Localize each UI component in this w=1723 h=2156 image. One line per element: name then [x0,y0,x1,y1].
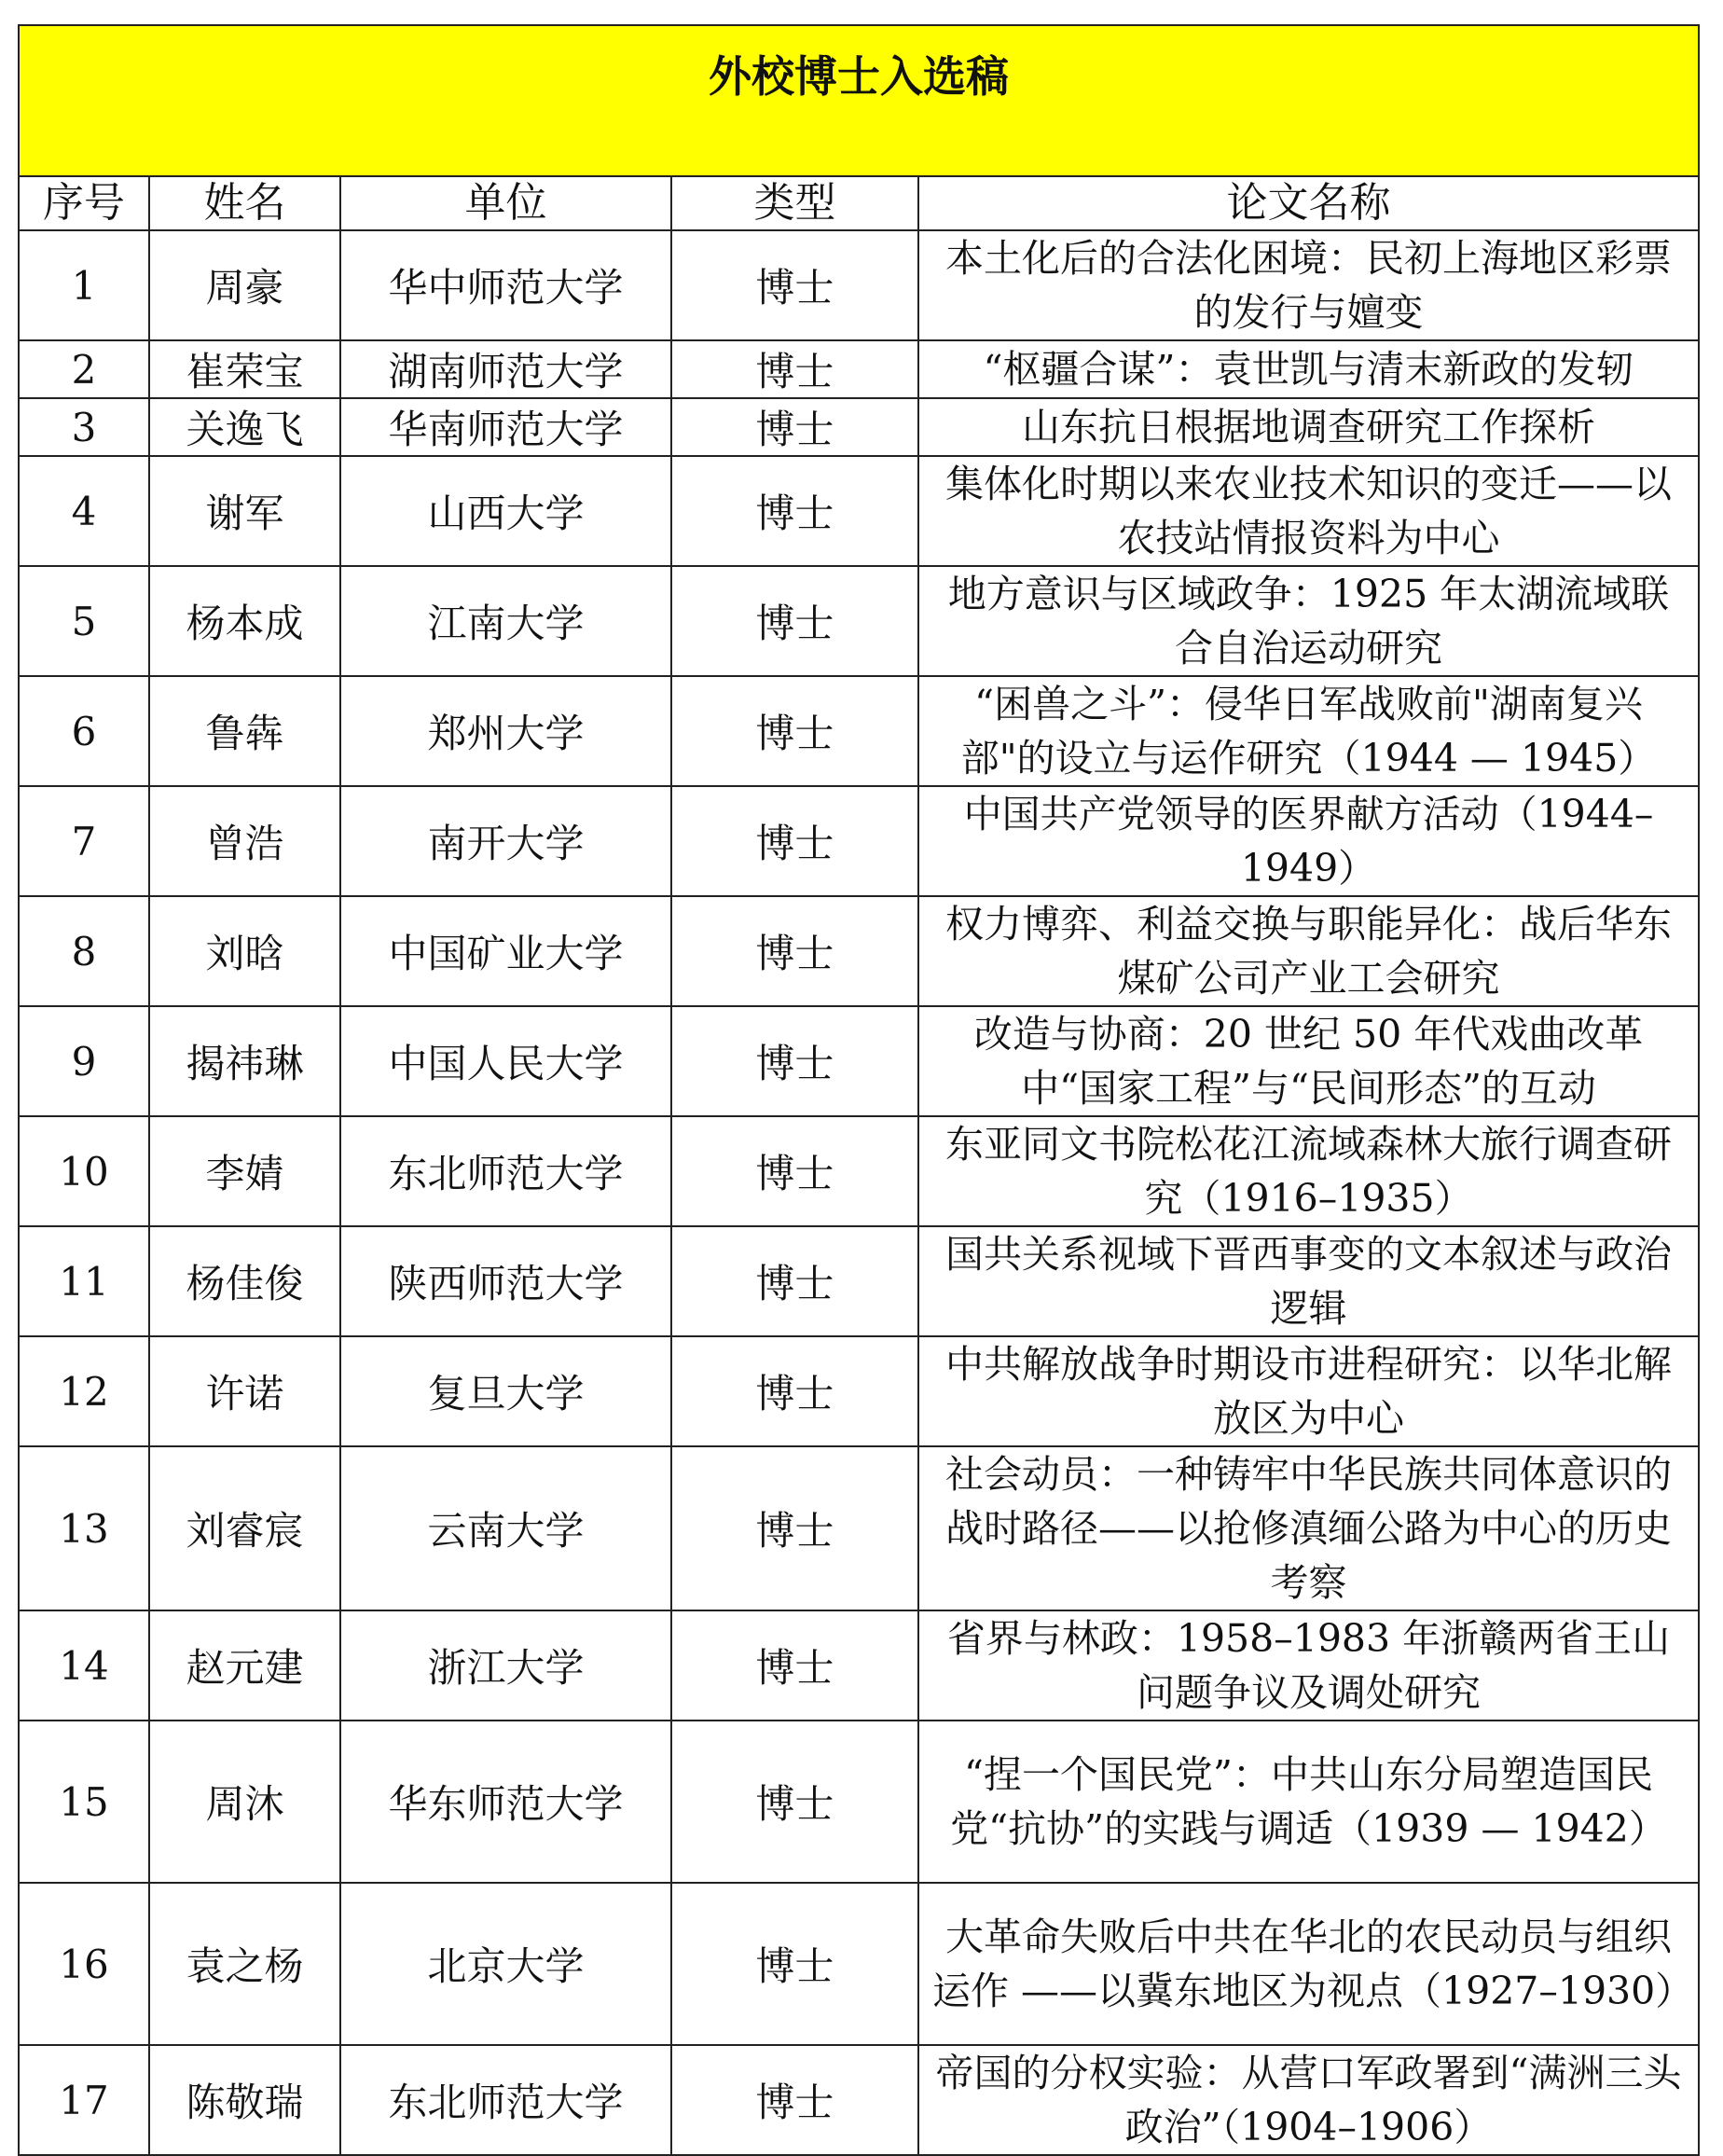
row-paper-title: “捏一个国民党”：中共山东分局塑造国民党“抗协”的实践与调适（1939 — 1942） [918,1721,1699,1883]
row-unit: 陕西师范大学 [340,1226,671,1336]
row-unit: 复旦大学 [340,1336,671,1446]
row-type: 博士 [671,566,918,676]
row-name: 揭祎琳 [149,1006,340,1116]
document-sheet [18,24,1698,2156]
row-number: 8 [19,896,149,1006]
row-unit: 江南大学 [340,566,671,676]
row-number: 4 [19,456,149,566]
table-row [19,1116,1699,1226]
row-paper-title: 社会动员：一种铸牢中华民族共同体意识的战时路径——以抢修滇缅公路为中心的历史考察 [918,1446,1699,1610]
row-type: 博士 [671,1883,918,2045]
row-unit: 东北师范大学 [340,2045,671,2155]
row-paper-title: 地方意识与区域政争：1925 年太湖流域联合自治运动研究 [918,566,1699,676]
row-unit: 浙江大学 [340,1610,671,1721]
row-name: 杨本成 [149,566,340,676]
row-unit: 云南大学 [340,1446,671,1610]
row-unit: 华东师范大学 [340,1721,671,1883]
table-row [19,1721,1699,1883]
row-paper-title: 山东抗日根据地调查研究工作探析 [918,398,1699,456]
row-number: 6 [19,676,149,786]
row-unit: 郑州大学 [340,676,671,786]
row-unit: 北京大学 [340,1883,671,2045]
row-name: 曾浩 [149,786,340,896]
row-type: 博士 [671,1336,918,1446]
table-row [19,398,1699,456]
row-unit: 中国人民大学 [340,1006,671,1116]
table-row [19,230,1699,340]
row-type: 博士 [671,1226,918,1336]
row-unit: 华南师范大学 [340,398,671,456]
row-number: 9 [19,1006,149,1116]
header-unit: 单位 [340,176,671,230]
row-type: 博士 [671,786,918,896]
table-row [19,786,1699,896]
table-row [19,896,1699,1006]
row-paper-title: 东亚同文书院松花江流域森林大旅行调查研究（1916–1935） [918,1116,1699,1226]
row-type: 博士 [671,676,918,786]
row-type: 博士 [671,1721,918,1883]
row-paper-title: 中国共产党领导的医界献方活动（1944–1949） [918,786,1699,896]
row-type: 博士 [671,230,918,340]
table-row [19,1006,1699,1116]
row-unit: 中国矿业大学 [340,896,671,1006]
row-number: 11 [19,1226,149,1336]
row-type: 博士 [671,1006,918,1116]
row-paper-title: 权力博弈、利益交换与职能异化：战后华东煤矿公司产业工会研究 [918,896,1699,1006]
row-type: 博士 [671,896,918,1006]
row-name: 杨佳俊 [149,1226,340,1336]
row-name: 刘睿宸 [149,1446,340,1610]
row-name: 周豪 [149,230,340,340]
row-name: 关逸飞 [149,398,340,456]
row-paper-title: 国共关系视域下晋西事变的文本叙述与政治逻辑 [918,1226,1699,1336]
row-type: 博士 [671,2045,918,2155]
row-type: 博士 [671,456,918,566]
row-unit: 东北师范大学 [340,1116,671,1226]
table-row [19,566,1699,676]
row-type: 博士 [671,1610,918,1721]
row-number: 13 [19,1446,149,1610]
row-number: 12 [19,1336,149,1446]
row-name: 陈敬瑞 [149,2045,340,2155]
row-name: 崔荣宝 [149,340,340,398]
row-type: 博士 [671,340,918,398]
table-row [19,340,1699,398]
row-unit: 山西大学 [340,456,671,566]
row-paper-title: 大革命失败后中共在华北的农民动员与组织运作 ——以冀东地区为视点（1927–1930） [918,1883,1699,2045]
row-number: 16 [19,1883,149,2045]
row-type: 博士 [671,1116,918,1226]
row-type: 博士 [671,398,918,456]
header-no: 序号 [19,176,149,230]
row-name: 李婧 [149,1116,340,1226]
row-number: 3 [19,398,149,456]
row-number: 15 [19,1721,149,1883]
row-name: 刘晗 [149,896,340,1006]
row-name: 赵元建 [149,1610,340,1721]
row-paper-title: 中共解放战争时期设市进程研究：以华北解放区为中心 [918,1336,1699,1446]
selection-table [18,24,1700,2156]
row-number: 10 [19,1116,149,1226]
table-row [19,2045,1699,2155]
row-number: 7 [19,786,149,896]
header-paper: 论文名称 [918,176,1699,230]
row-paper-title: 改造与协商：20 世纪 50 年代戏曲改革中“国家工程”与“民间形态”的互动 [918,1006,1699,1116]
row-number: 17 [19,2045,149,2155]
row-number: 14 [19,1610,149,1721]
table-row [19,1883,1699,2045]
row-paper-title: “困兽之斗”：侵华日军战败前"湖南复兴部"的设立与运作研究（1944 — 1945） [918,676,1699,786]
row-unit: 湖南师范大学 [340,340,671,398]
header-type: 类型 [671,176,918,230]
table-row [19,1336,1699,1446]
row-unit: 华中师范大学 [340,230,671,340]
row-paper-title: “枢疆合谋”：袁世凯与清末新政的发轫 [918,340,1699,398]
row-unit: 南开大学 [340,786,671,896]
row-paper-title: 集体化时期以来农业技术知识的变迁——以农技站情报资料为中心 [918,456,1699,566]
row-number: 2 [19,340,149,398]
row-type: 博士 [671,1446,918,1610]
table-row [19,1446,1699,1610]
header-row [19,176,1699,230]
table-row [19,676,1699,786]
table-row [19,456,1699,566]
row-paper-title: 帝国的分权实验：从营口军政署到“满洲三头政治”（1904–1906） [918,2045,1699,2155]
row-number: 1 [19,230,149,340]
row-paper-title: 省界与林政：1958–1983 年浙赣两省王山问题争议及调处研究 [918,1610,1699,1721]
row-name: 鲁犇 [149,676,340,786]
row-paper-title: 本土化后的合法化困境：民初上海地区彩票的发行与嬗变 [918,230,1699,340]
row-name: 许诺 [149,1336,340,1446]
row-name: 袁之杨 [149,1883,340,2045]
row-number: 5 [19,566,149,676]
row-name: 谢军 [149,456,340,566]
table-row [19,1610,1699,1721]
table-row [19,1226,1699,1336]
table-title: 外校博士入选稿 [19,25,1699,176]
header-name: 姓名 [149,176,340,230]
row-name: 周沐 [149,1721,340,1883]
